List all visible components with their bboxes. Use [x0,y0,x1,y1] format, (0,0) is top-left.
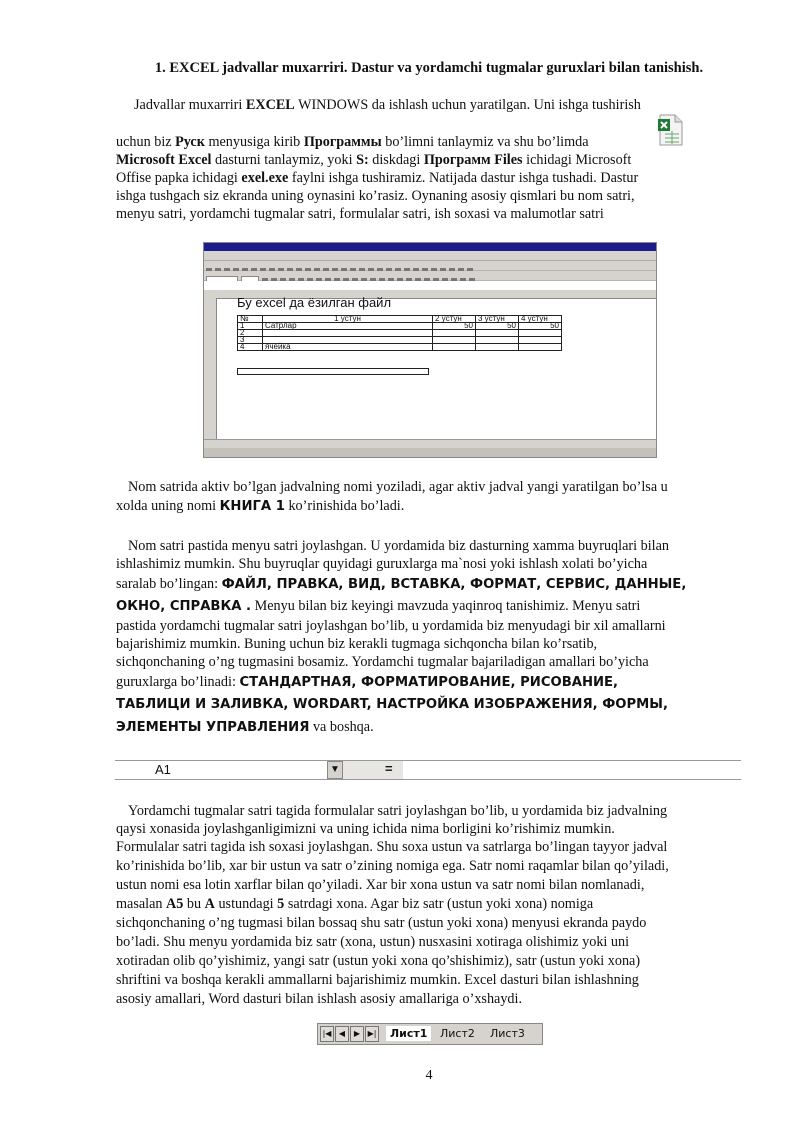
p3-line3: saralab bo’lingan: ФАЙЛ, ПРАВКА, ВИД, ВСТАВКА, ФОРМАТ, СЕРВИС, ДАННЫЕ, [116,576,687,592]
excel-title-bar [204,243,656,251]
formula-equals-sign: = [385,761,393,776]
p1-line4: Offise papka ichidagi exel.exe faylni ishga tushiramiz. Natijada dastur ishga tushadi. Dastur [116,170,639,186]
p4-line1: Yordamchi tugmalar satri tagida formulalar satri joylashgan bo’lib, u yordamida biz jadvalning [128,803,668,819]
p3-line2: ishlashimiz mumkin. Shu buyruqlar quyidagi guruxlarga ma`nosi yoki ishlash xolati bo’yicha [116,556,648,572]
page-number: 4 [425,1068,433,1083]
p3-line7: sichqonchaning o’ng tugmasini bosamiz. Yordamchi tugmalar bajariladigan amallari bo’yicha [116,654,649,670]
table-row: 2 [238,330,562,337]
formula-buttons-area [343,761,403,779]
p1-line6: menyu satri, yordamchi tugmalar satri, formulalar satri, ish soxasi va malumotlar satri [116,206,604,222]
name-box: A1 [155,762,171,777]
excel-standard-toolbar [204,261,656,271]
table-row: 3 [238,337,562,344]
p4-line4: ko’rinishida bo’lib, xar bir ustun va satr o’zining nomiga ega. Satr nomi raqamlar bilan qo’yiladi, [116,858,669,874]
table-row: 1 Сатрлар 50 50 50 [238,323,562,330]
tab-sheet1: Лист1 [386,1026,431,1041]
p4-line3: Formulalar satri tagida ish soxasi joylashgan. Shu soxa ustun va satrlarga bo’lingan tayyor jadval [116,839,668,855]
tab-sheet3: Лист3 [490,1027,525,1040]
excel-selected-range [237,368,429,375]
excel-data-table [237,315,562,351]
p1-line3: Microsoft Excel dasturni tanlaymiz, yoki S: diskdagi Программ Files ichidagi Microsoft [116,152,632,168]
p3-line5: pastida yordamchi tugmalar satri joylashgan bo’lib, u yordamida biz menyudagi bir xil amallarni [116,618,666,634]
p1-line5: ishga tushgach siz ekranda uning oynasini ko’rasiz. Oynaning asosiy qismlari bu nom satri, [116,188,635,204]
p4-line8: bo’ladi. Shu menyu yordamida biz satr (xona, ustun) nusxasini xotiraga olishimiz yoki uni [116,934,630,950]
windows-taskbar [204,448,656,457]
table-row: № 1 устун 2 устун 3 устун 4 устун [238,316,562,323]
p3-line4: ОКНО, СПРАВКА . Menyu bilan biz keyingi mavzuda yaqinroq tanishimiz. Menyu satri [116,598,641,614]
formula-bar-screenshot [115,760,741,780]
tab-sheet2: Лист2 [440,1027,475,1040]
section-title: 1. EXCEL jadvallar muxarriri. Dastur va yordamchi tugmalar guruxlari bilan tanishish. [154,60,704,76]
sheet-tabs-screenshot [317,1023,543,1045]
excel-row-headers [204,298,217,443]
chevron-down-icon: ▼ [327,761,343,779]
last-sheet-icon: ▶| [365,1026,379,1042]
table-row: 4 ячейка [238,344,562,351]
p4-line11: asosiy amallari, Word dasturi bilan ishlash asosiy amallariga o’xshaydi. [116,991,523,1007]
excel-menu-bar [204,251,656,261]
excel-format-toolbar [204,271,656,281]
p1-line2: uchun biz Руск menyusiga kirib Программы bo’limni tanlaymiz va shu bo’limda [116,134,589,150]
prev-sheet-icon: ◀ [335,1026,349,1042]
excel-window-screenshot [203,242,657,458]
p4-line6: masalan A5 bu A ustundagi 5 satrdagi xona. Agar biz satr (ustun yoki xona) nomiga [116,896,594,912]
p3-line10: ЭЛЕМЕНТЫ УПРАВЛЕНИЯ va boshqa. [116,719,374,735]
p2-line2: xolda uning nomi КНИГА 1 ko’rinishida bo’ladi. [116,498,405,514]
p3-line9: ТАБЛИЦИ И ЗАЛИВКА, WORDART, НАСТРОЙКА ИЗОБРАЖЕНИЯ, ФОРМЫ, [116,697,668,712]
p4-line9: xotiradan olib qo’yishimiz, yangi satr (ustun yoki xona qo’shishimiz), satr (ustun yoki xona) [116,953,641,969]
p1-line1: Jadvallar muxarriri EXCEL WINDOWS da ishlash uchun yaratilgan. Uni ishga tushirish [134,97,641,113]
first-sheet-icon: |◀ [320,1026,334,1042]
next-sheet-icon: ▶ [350,1026,364,1042]
p4-line2: qaysi xonasida joylashganligimizni va uning ichida nima borligini ko’rishimiz mumkin. [116,821,615,837]
p3-line1: Nom satri pastida menyu satri joylashgan. U yordamida biz dasturning xamma buyruqlari bilan [128,538,669,554]
p4-line10: shriftini va boshqa kerakli ammallarni bajarishimiz mumkin. Excel dasturi bilan ishlashning [116,972,639,988]
p3-line8: guruxlarga bo’linadi: СТАНДАРТНАЯ, ФОРМАТИРОВАНИЕ, РИСОВАНИЕ, [116,674,619,690]
p4-line7: sichqonchaning o’ng tugmasi bilan bossaq shu satr (ustun yoki xona) menyusi ekranda paydo [116,915,647,931]
p2-line1: Nom satrida aktiv bo’lgan jadvalning nomi yoziladi, agar aktiv jadval yangi yaratilgan bo’lsa u [128,479,668,495]
excel-sheet-heading: Бу excel да ёзилган файл [237,295,392,310]
excel-file-icon [656,114,684,146]
p3-line6: bajarishimiz mumkin. Buning uchun biz kerakli tugmaga sichqoncha bilan ko’rsatib, [116,636,598,652]
p4-line5: ustun nomi esa lotin xarflar bilan qo’yiladi. Xar bir xona ustun va satr nomi bilan nomlanadi, [116,877,645,893]
